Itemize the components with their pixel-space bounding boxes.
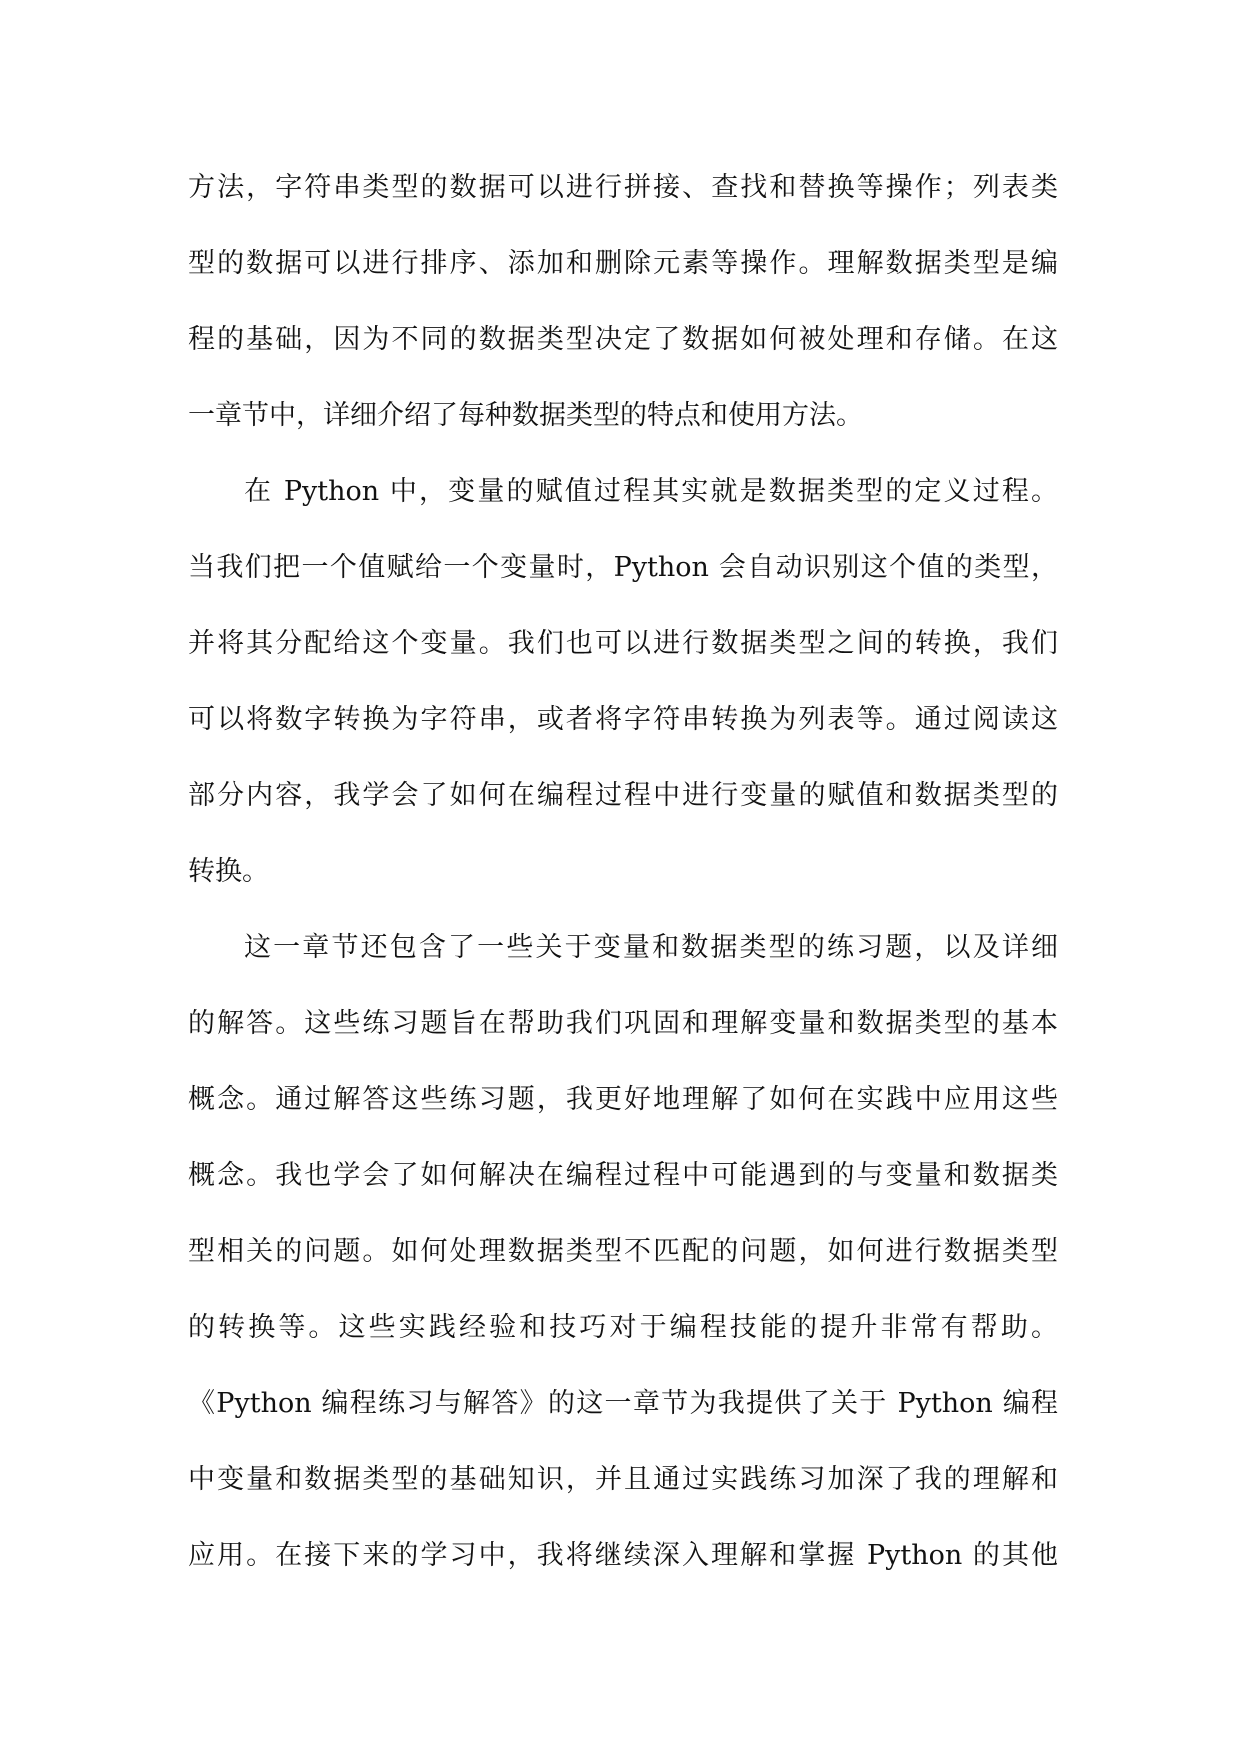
text-line: 型相关的问题。如何处理数据类型不匹配的问题，如何进行数据类型: [188, 1236, 1058, 1267]
text-line: 方法，字符串类型的数据可以进行拼接、查找和替换等操作；列表类: [188, 172, 1058, 203]
paragraph-start-line: 这一章节还包含了一些关于变量和数据类型的练习题，以及详细: [244, 932, 1058, 963]
text-line: 当我们把一个值赋给一个变量时，Python 会自动识别这个值的类型，: [188, 552, 1058, 583]
text-line: 程的基础，因为不同的数据类型决定了数据如何被处理和存储。在这: [188, 324, 1058, 355]
text-line: 概念。通过解答这些练习题，我更好地理解了如何在实践中应用这些: [188, 1084, 1058, 1115]
text-line: 的转换等。这些实践经验和技巧对于编程技能的提升非常有帮助。: [188, 1312, 1058, 1343]
text-line: 转换。: [188, 856, 269, 887]
text-line: 概念。我也学会了如何解决在编程过程中可能遇到的与变量和数据类: [188, 1160, 1058, 1191]
text-line: 一章节中，详细介绍了每种数据类型的特点和使用方法。: [188, 400, 863, 431]
text-line: 《Python 编程练习与解答》的这一章节为我提供了关于 Python 编程: [188, 1388, 1058, 1419]
text-line: 应用。在接下来的学习中，我将继续深入理解和掌握 Python 的其他: [188, 1540, 1058, 1571]
text-line: 可以将数字转换为字符串，或者将字符串转换为列表等。通过阅读这: [188, 704, 1058, 735]
text-line: 部分内容，我学会了如何在编程过程中进行变量的赋值和数据类型的: [188, 780, 1058, 811]
text-line: 型的数据可以进行排序、添加和删除元素等操作。理解数据类型是编: [188, 248, 1058, 279]
document-page: [188, 150, 1058, 1594]
text-line: 的解答。这些练习题旨在帮助我们巩固和理解变量和数据类型的基本: [188, 1008, 1058, 1039]
text-line: 并将其分配给这个变量。我们也可以进行数据类型之间的转换，我们: [188, 628, 1058, 659]
paragraph-start-line: 在 Python 中，变量的赋值过程其实就是数据类型的定义过程。: [244, 476, 1058, 507]
text-line: 中变量和数据类型的基础知识，并且通过实践练习加深了我的理解和: [188, 1464, 1058, 1495]
